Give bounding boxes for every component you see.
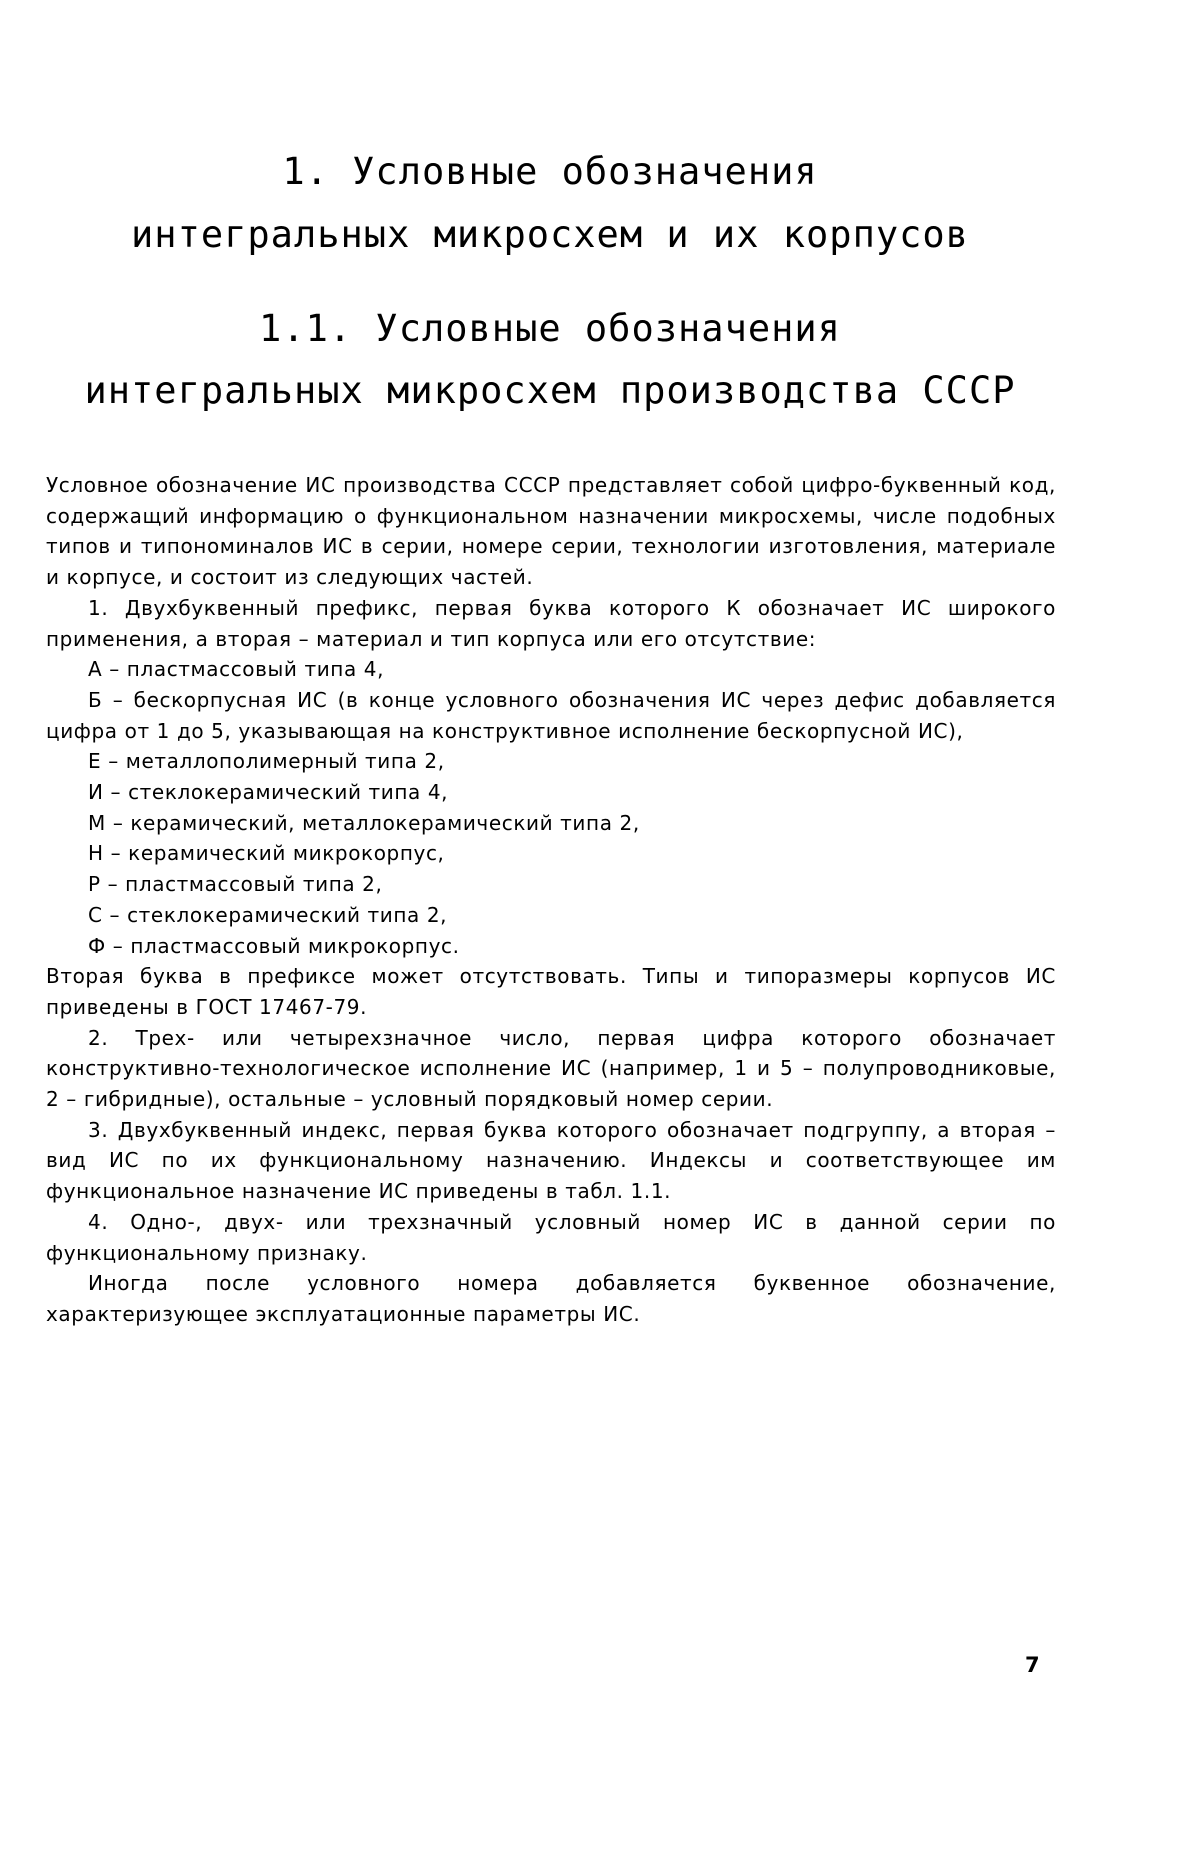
material-item-m: М – керамический, металлокерамический типа 2, <box>46 808 1056 839</box>
part-3-paragraph: 3. Двухбуквенный индекс, первая буква которого обозначает подгруппу, а вторая – вид ИС по их функциональному назначению. Индексы и соответствующее им функциональное назначение ИС приведены в табл. 1.1. <box>46 1115 1056 1207</box>
material-item-a: А – пластмассовый типа 4, <box>46 654 1056 685</box>
section-title-line-2: интегральных микросхем и их корпусов <box>0 213 1100 256</box>
intro-paragraph: Условное обозначение ИС производства СССР представляет собой цифро-буквенный код, содержащий информацию о функциональном назначении микросхемы, числе подобных типов и типономиналов ИС в серии, номере серии, технологии изготовления, материале и корпусе, и состоит из следующих частей. <box>46 470 1056 593</box>
part-4-paragraph: 4. Одно-, двух- или трехзначный условный номер ИС в данной серии по функциональному признаку. <box>46 1207 1056 1268</box>
subsection-title-line-1: 1.1. Условные обозначения <box>0 307 1100 350</box>
material-item-n: Н – керамический микрокорпус, <box>46 838 1056 869</box>
material-item-b: Б – бескорпусная ИС (в конце условного обозначения ИС через дефис добавляется цифра от 1 до 5, указывающая на конструктивное исполнение бескорпусной ИС), <box>46 685 1056 746</box>
closing-paragraph: Иногда после условного номера добавляется буквенное обозначение, характеризующее эксплуатационные параметры ИС. <box>46 1268 1056 1329</box>
part-1-paragraph: 1. Двухбуквенный префикс, первая буква которого К обозначает ИС широкого применения, а вторая – материал и тип корпуса или его отсутствие: <box>46 593 1056 654</box>
material-item-e: Е – металлополимерный типа 2, <box>46 746 1056 777</box>
material-item-f: Ф – пластмассовый микрокорпус. <box>46 931 1056 962</box>
subsection-title-line-2: интегральных микросхем производства СССР <box>0 369 1100 412</box>
prefix-note-paragraph: Вторая буква в префиксе может отсутствовать. Типы и типоразмеры корпусов ИС приведены в ГОСТ 17467-79. <box>46 961 1056 1022</box>
page-number: 7 <box>1025 1653 1040 1677</box>
section-title-line-1: 1. Условные обозначения <box>0 150 1100 193</box>
material-item-r: Р – пластмассовый типа 2, <box>46 869 1056 900</box>
material-item-s: С – стеклокерамический типа 2, <box>46 900 1056 931</box>
document-page <box>0 0 1200 1850</box>
part-2-paragraph: 2. Трех- или четырехзначное число, первая цифра которого обозначает конструктивно-технологическое исполнение ИС (например, 1 и 5 – полупроводниковые, 2 – гибридные), остальные – условный порядковый номер серии. <box>46 1023 1056 1115</box>
material-item-i: И – стеклокерамический типа 4, <box>46 777 1056 808</box>
body-text <box>46 470 1056 1330</box>
